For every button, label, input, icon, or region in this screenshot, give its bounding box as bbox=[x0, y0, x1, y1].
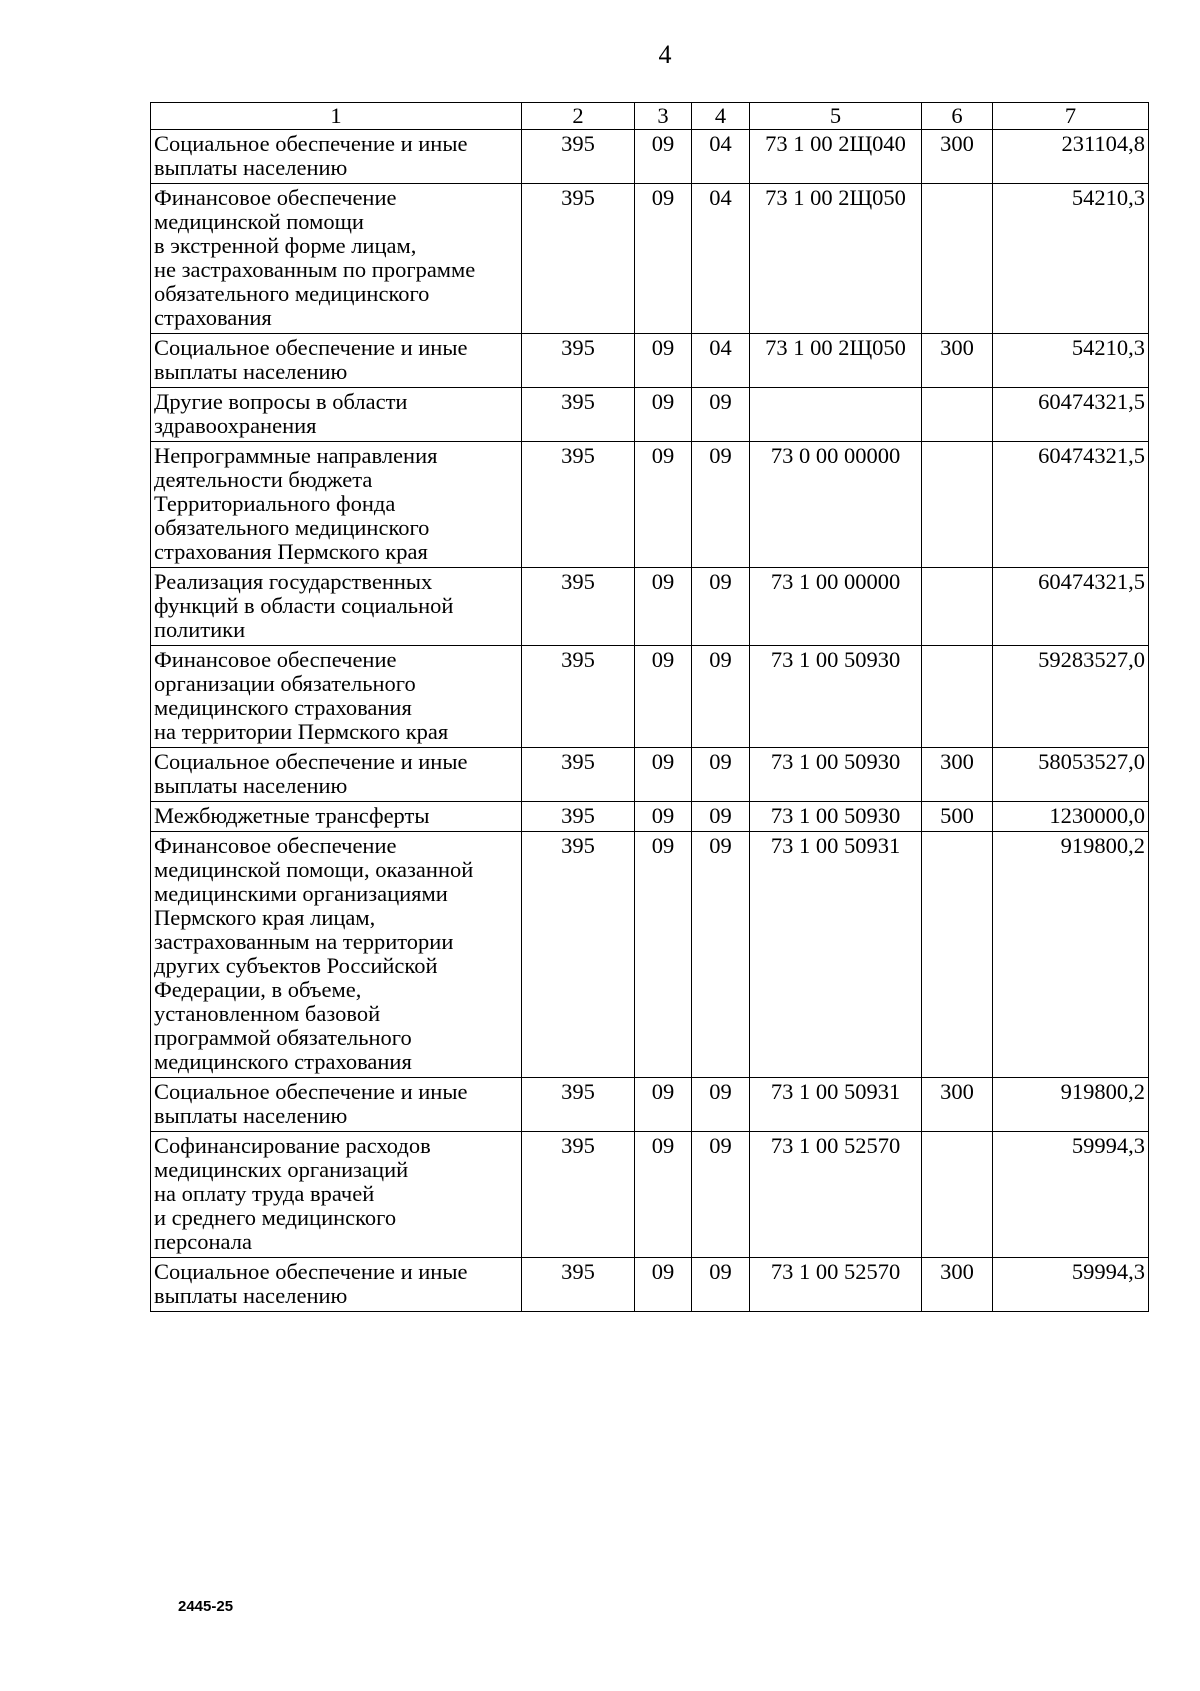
table-row bbox=[151, 1258, 1149, 1312]
expense-type-code: 500 bbox=[922, 802, 993, 832]
table-row bbox=[151, 442, 1149, 568]
ministry-code: 395 bbox=[522, 1132, 635, 1258]
target-article-code: 73 1 00 50930 bbox=[750, 646, 922, 748]
subsection-code: 09 bbox=[692, 832, 750, 1078]
subsection-code: 09 bbox=[692, 646, 750, 748]
expense-name: Реализация государственных функций в области социальной политики bbox=[151, 568, 522, 646]
table-row bbox=[151, 748, 1149, 802]
expense-name: Финансовое обеспечение медицинской помощи в экстренной форме лицам, не застрахованным по программе обязательного медицинского страхования bbox=[151, 184, 522, 334]
section-code: 09 bbox=[635, 130, 692, 184]
column-header: 3 bbox=[635, 103, 692, 130]
target-article-code: 73 1 00 2Щ040 bbox=[750, 130, 922, 184]
document-code: 2445-25 bbox=[178, 1598, 234, 1615]
expense-type-code: 300 bbox=[922, 130, 993, 184]
expense-name: Финансовое обеспечение организации обязательного медицинского страхования на территории Пермского края bbox=[151, 646, 522, 748]
target-article-code: 73 1 00 50931 bbox=[750, 832, 922, 1078]
budget-table bbox=[150, 102, 1149, 1312]
expense-name: Межбюджетные трансферты bbox=[151, 802, 522, 832]
table-row bbox=[151, 646, 1149, 748]
subsection-code: 09 bbox=[692, 748, 750, 802]
expense-type-code bbox=[922, 568, 993, 646]
expense-name: Социальное обеспечение и иные выплаты населению bbox=[151, 130, 522, 184]
subsection-code: 09 bbox=[692, 1132, 750, 1258]
target-article-code: 73 1 00 52570 bbox=[750, 1258, 922, 1312]
amount: 54210,3 bbox=[993, 184, 1149, 334]
amount: 60474321,5 bbox=[993, 442, 1149, 568]
page-number: 4 bbox=[658, 40, 672, 69]
expense-type-code bbox=[922, 442, 993, 568]
table-row bbox=[151, 1078, 1149, 1132]
expense-name: Финансовое обеспечение медицинской помощи, оказанной медицинскими организациями Пермского края лицам, застрахованным на территории других субъектов Российской Федерации, в объеме, установленном базовой программой обязательного медицинского страхования bbox=[151, 832, 522, 1078]
amount: 59994,3 bbox=[993, 1132, 1149, 1258]
section-code: 09 bbox=[635, 568, 692, 646]
table-row bbox=[151, 802, 1149, 832]
subsection-code: 04 bbox=[692, 130, 750, 184]
amount: 60474321,5 bbox=[993, 388, 1149, 442]
expense-type-code bbox=[922, 184, 993, 334]
target-article-code: 73 1 00 50930 bbox=[750, 748, 922, 802]
amount: 919800,2 bbox=[993, 832, 1149, 1078]
expense-type-code bbox=[922, 646, 993, 748]
target-article-code: 73 0 00 00000 bbox=[750, 442, 922, 568]
expense-name: Социальное обеспечение и иные выплаты населению bbox=[151, 334, 522, 388]
amount: 54210,3 bbox=[993, 334, 1149, 388]
column-header: 7 bbox=[993, 103, 1149, 130]
section-code: 09 bbox=[635, 388, 692, 442]
amount: 60474321,5 bbox=[993, 568, 1149, 646]
subsection-code: 09 bbox=[692, 568, 750, 646]
section-code: 09 bbox=[635, 832, 692, 1078]
column-header: 2 bbox=[522, 103, 635, 130]
ministry-code: 395 bbox=[522, 568, 635, 646]
section-code: 09 bbox=[635, 334, 692, 388]
table-row bbox=[151, 832, 1149, 1078]
expense-name: Софинансирование расходов медицинских организаций на оплату труда врачей и среднего медицинского персонала bbox=[151, 1132, 522, 1258]
amount: 59994,3 bbox=[993, 1258, 1149, 1312]
section-code: 09 bbox=[635, 1258, 692, 1312]
ministry-code: 395 bbox=[522, 388, 635, 442]
target-article-code: 73 1 00 00000 bbox=[750, 568, 922, 646]
target-article-code: 73 1 00 50931 bbox=[750, 1078, 922, 1132]
target-article-code: 73 1 00 2Щ050 bbox=[750, 184, 922, 334]
expense-type-code: 300 bbox=[922, 748, 993, 802]
section-code: 09 bbox=[635, 1132, 692, 1258]
ministry-code: 395 bbox=[522, 748, 635, 802]
target-article-code: 73 1 00 2Щ050 bbox=[750, 334, 922, 388]
ministry-code: 395 bbox=[522, 334, 635, 388]
ministry-code: 395 bbox=[522, 1078, 635, 1132]
table-row bbox=[151, 184, 1149, 334]
expense-type-code bbox=[922, 832, 993, 1078]
expense-type-code: 300 bbox=[922, 1258, 993, 1312]
expense-type-code bbox=[922, 388, 993, 442]
subsection-code: 09 bbox=[692, 442, 750, 568]
column-header: 6 bbox=[922, 103, 993, 130]
ministry-code: 395 bbox=[522, 832, 635, 1078]
section-code: 09 bbox=[635, 802, 692, 832]
ministry-code: 395 bbox=[522, 646, 635, 748]
section-code: 09 bbox=[635, 646, 692, 748]
subsection-code: 09 bbox=[692, 802, 750, 832]
target-article-code: 73 1 00 52570 bbox=[750, 1132, 922, 1258]
table-row bbox=[151, 1132, 1149, 1258]
section-code: 09 bbox=[635, 748, 692, 802]
amount: 1230000,0 bbox=[993, 802, 1149, 832]
amount: 919800,2 bbox=[993, 1078, 1149, 1132]
expense-name: Социальное обеспечение и иные выплаты населению bbox=[151, 1078, 522, 1132]
column-header: 1 bbox=[151, 103, 522, 130]
subsection-code: 09 bbox=[692, 1258, 750, 1312]
ministry-code: 395 bbox=[522, 442, 635, 568]
expense-name: Другие вопросы в области здравоохранения bbox=[151, 388, 522, 442]
subsection-code: 09 bbox=[692, 388, 750, 442]
target-article-code: 73 1 00 50930 bbox=[750, 802, 922, 832]
section-code: 09 bbox=[635, 442, 692, 568]
expense-type-code bbox=[922, 1132, 993, 1258]
expense-name: Непрограммные направления деятельности бюджета Территориального фонда обязательного медицинского страхования Пермского края bbox=[151, 442, 522, 568]
table-header-row bbox=[151, 103, 1149, 130]
expense-type-code: 300 bbox=[922, 1078, 993, 1132]
table-row bbox=[151, 130, 1149, 184]
expense-name: Социальное обеспечение и иные выплаты населению bbox=[151, 748, 522, 802]
ministry-code: 395 bbox=[522, 1258, 635, 1312]
ministry-code: 395 bbox=[522, 130, 635, 184]
ministry-code: 395 bbox=[522, 184, 635, 334]
subsection-code: 04 bbox=[692, 184, 750, 334]
target-article-code bbox=[750, 388, 922, 442]
column-header: 4 bbox=[692, 103, 750, 130]
table-row bbox=[151, 568, 1149, 646]
expense-name: Социальное обеспечение и иные выплаты населению bbox=[151, 1258, 522, 1312]
column-header: 5 bbox=[750, 103, 922, 130]
table-row bbox=[151, 388, 1149, 442]
table-row bbox=[151, 334, 1149, 388]
subsection-code: 04 bbox=[692, 334, 750, 388]
ministry-code: 395 bbox=[522, 802, 635, 832]
section-code: 09 bbox=[635, 184, 692, 334]
section-code: 09 bbox=[635, 1078, 692, 1132]
subsection-code: 09 bbox=[692, 1078, 750, 1132]
amount: 231104,8 bbox=[993, 130, 1149, 184]
expense-type-code: 300 bbox=[922, 334, 993, 388]
amount: 58053527,0 bbox=[993, 748, 1149, 802]
amount: 59283527,0 bbox=[993, 646, 1149, 748]
